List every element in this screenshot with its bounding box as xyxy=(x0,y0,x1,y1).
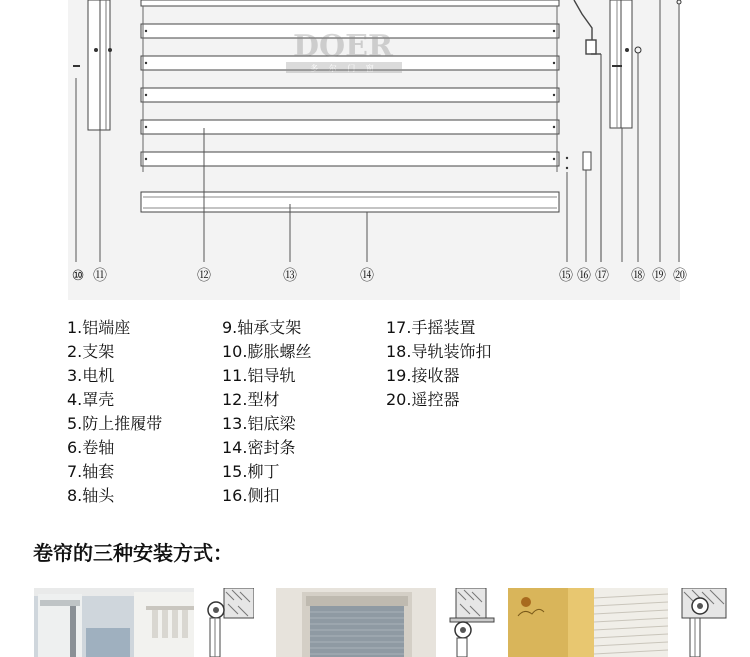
legend-item: 13.铝底梁 xyxy=(222,414,296,433)
legend-item: 7.轴套 xyxy=(67,462,115,481)
legend-item: 10.膨胀螺丝 xyxy=(222,342,312,361)
exploded-diagram xyxy=(0,0,750,300)
doer-watermark xyxy=(286,29,402,73)
callout-11: ⑪ xyxy=(93,268,107,284)
callout-13: ⑬ xyxy=(283,268,297,284)
install-section-drawing-3 xyxy=(680,588,730,657)
legend-item: 19.接收器 xyxy=(386,366,460,385)
legend-item: 4.罩壳 xyxy=(67,390,115,409)
install-section-drawing-2 xyxy=(448,588,498,657)
legend-item: 8.轴头 xyxy=(67,486,115,505)
legend-column-1 xyxy=(67,316,162,508)
callout-19: ⑲ xyxy=(652,268,666,284)
install-photo-2 xyxy=(276,588,436,657)
callout-18: ⑱ xyxy=(631,268,645,284)
legend-item: 3.电机 xyxy=(67,366,115,385)
watermark-subtitle: 多 尔 门 窗 xyxy=(310,64,378,73)
legend-item: 2.支架 xyxy=(67,342,115,361)
legend-item: 16.侧扣 xyxy=(222,486,280,505)
legend-item: 14.密封条 xyxy=(222,438,296,457)
callout-14: ⑭ xyxy=(360,268,374,284)
installation-methods-heading: 卷帘的三种安装方式： xyxy=(33,541,233,565)
legend-item: 5.防上推履带 xyxy=(67,414,163,433)
callout-10: ⑩ xyxy=(71,268,85,284)
callout-15: ⑮ xyxy=(559,268,573,284)
legend-item: 6.卷轴 xyxy=(67,438,115,457)
legend-item: 11.铝导轨 xyxy=(222,366,296,385)
legend-item: 20.遥控器 xyxy=(386,390,460,409)
legend-item: 12.型材 xyxy=(222,390,280,409)
watermark-title: DOER xyxy=(293,29,393,64)
install-photo-3 xyxy=(508,588,668,657)
legend-item: 15.柳丁 xyxy=(222,462,280,481)
legend-item: 17.手摇装置 xyxy=(386,318,476,337)
legend-item: 9.轴承支架 xyxy=(222,318,302,337)
callout-16: ⑯ xyxy=(577,268,591,284)
legend-column-2 xyxy=(222,316,311,508)
callout-17: ⑰ xyxy=(595,268,609,284)
legend-item: 18.导轨装饰扣 xyxy=(386,342,492,361)
legend-item: 1.铝端座 xyxy=(67,318,131,337)
install-photo-1 xyxy=(34,588,194,657)
callout-12: ⑫ xyxy=(197,268,211,284)
callout-20: ⑳ xyxy=(673,268,687,284)
install-section-drawing-1 xyxy=(204,588,254,657)
legend-column-3 xyxy=(386,316,491,412)
